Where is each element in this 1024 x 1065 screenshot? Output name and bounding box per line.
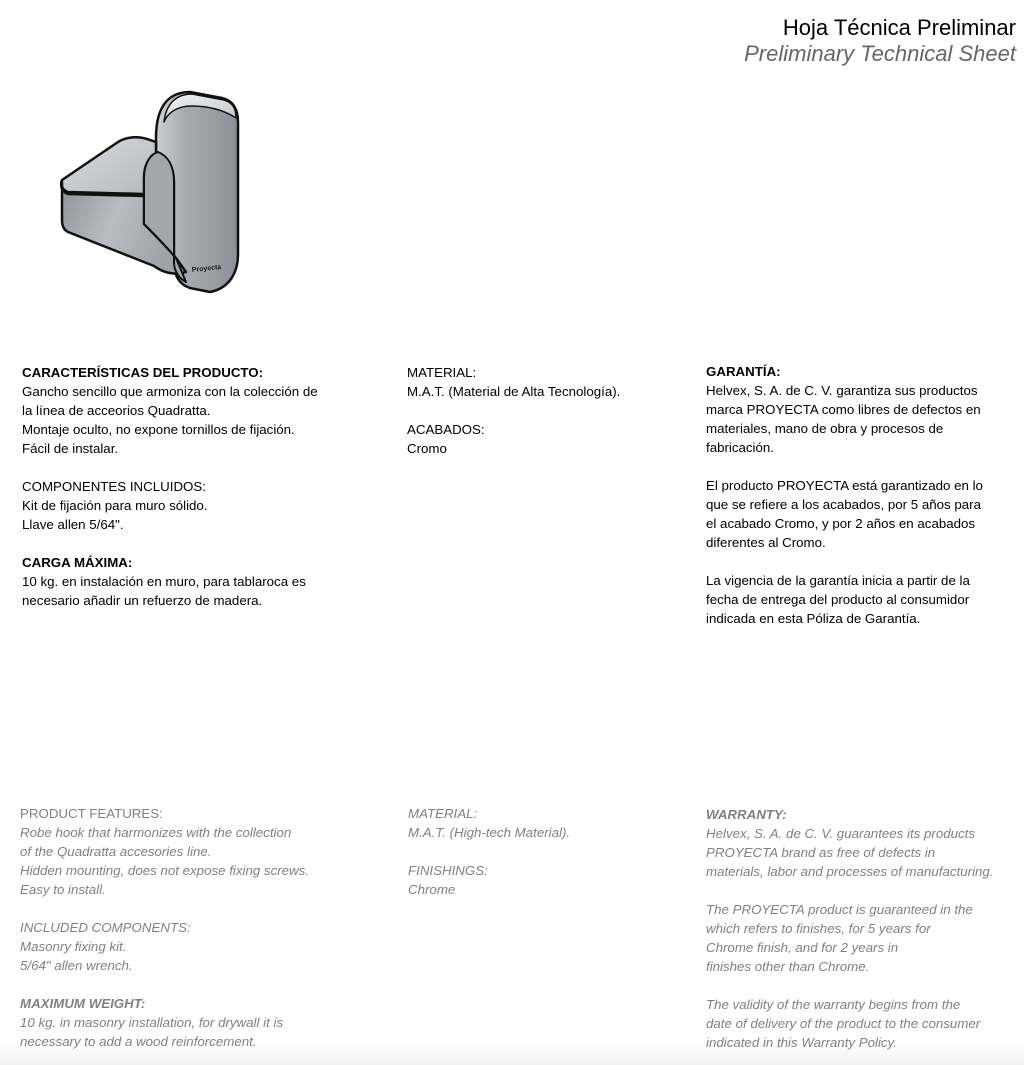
features-column-es [22, 363, 362, 610]
warranty-line-en: indicated in this Warranty Policy. [706, 1035, 897, 1050]
warranty-line: La vigencia de la garantía inicia a partir de la [706, 573, 970, 588]
features-line: Gancho sencillo que armoniza con la colección de [22, 384, 318, 399]
features-heading: CARACTERÍSTICAS DEL PRODUCTO: [22, 365, 264, 380]
components-heading-en: INCLUDED COMPONENTS: [20, 920, 191, 935]
max-load-line: 10 kg. en instalación en muro, para tablaroca es [22, 574, 306, 589]
warranty-heading-en: WARRANTY: [706, 807, 787, 822]
robe-hook-illustration [58, 86, 242, 296]
features-line-en: Hidden mounting, does not expose fixing screws. [20, 863, 309, 878]
title-english: Preliminary Technical Sheet [744, 41, 1016, 66]
finishes-line-en: Chrome [408, 882, 456, 897]
features-line: Montaje oculto, no expone tornillos de fijación. [22, 422, 295, 437]
brand-mark: Proyecta [191, 263, 222, 274]
warranty-line: indicada en esta Póliza de Garantía. [706, 611, 921, 626]
features-line-en: Easy to install. [20, 882, 106, 897]
warranty-line-en: date of delivery of the product to the consumer [706, 1016, 981, 1031]
warranty-line: materiales, mano de obra y procesos de [706, 421, 944, 436]
max-load-line: necesario añadir un refuerzo de madera. [22, 593, 263, 608]
warranty-line-en: materials, labor and processes of manufacturing. [706, 864, 994, 879]
features-heading-en: PRODUCT FEATURES: [20, 806, 163, 821]
material-heading-en: MATERIAL: [408, 806, 478, 821]
warranty-column-en [706, 805, 1016, 1052]
document-header [744, 14, 1016, 67]
warranty-line-en: The validity of the warranty begins from the [706, 997, 961, 1012]
features-line: la línea de acceorios Quadratta. [22, 403, 211, 418]
warranty-column-es [706, 362, 1006, 628]
features-line-en: Robe hook that harmonizes with the collection [20, 825, 292, 840]
warranty-line-en: Helvex, S. A. de C. V. guarantees its products [706, 826, 976, 841]
features-line: Fácil de instalar. [22, 441, 119, 456]
warranty-line-en: Chrome finish, and for 2 years in [706, 940, 899, 955]
warranty-line: marca PROYECTA como libres de defectos en [706, 402, 981, 417]
warranty-line-en: The PROYECTA product is guaranteed in the [706, 902, 973, 917]
finishes-heading: ACABADOS: [407, 422, 485, 437]
finishes-line: Cromo [407, 441, 447, 456]
features-line-en: of the Quadratta accesories line. [20, 844, 212, 859]
warranty-line-en: which refers to finishes, for 5 years for [706, 921, 931, 936]
components-line: Llave allen 5/64". [22, 517, 124, 532]
material-column-en [408, 804, 688, 899]
features-column-en [20, 804, 360, 1051]
warranty-heading: GARANTÍA: [706, 364, 781, 379]
warranty-line: el acabado Cromo, y por 2 años en acabados [706, 516, 976, 531]
robe-hook-product-image [58, 86, 242, 296]
warranty-line: que se refiere a los acabados, por 5 años para [706, 497, 981, 512]
max-weight-heading-en: MAXIMUM WEIGHT: [20, 996, 146, 1011]
material-column-es [407, 363, 687, 458]
max-weight-line-en: necessary to add a wood reinforcement. [20, 1034, 257, 1049]
warranty-line: Helvex, S. A. de C. V. garantiza sus productos [706, 383, 978, 398]
material-heading: MATERIAL: [407, 365, 477, 380]
warranty-line-en: finishes other than Chrome. [706, 959, 870, 974]
warranty-line: fabricación. [706, 440, 774, 455]
warranty-line: diferentes al Cromo. [706, 535, 826, 550]
components-line-en: 5/64" allen wrench. [20, 958, 133, 973]
components-heading: COMPONENTES INCLUIDOS: [22, 479, 206, 494]
material-line: M.A.T. (Material de Alta Tecnología). [407, 384, 621, 399]
components-line: Kit de fijación para muro sólido. [22, 498, 208, 513]
max-weight-line-en: 10 kg. in masonry installation, for drywall it is [20, 1015, 284, 1030]
title-spanish: Hoja Técnica Preliminar [782, 15, 1016, 40]
warranty-line: fecha de entrega del producto al consumidor [706, 592, 970, 607]
components-line-en: Masonry fixing kit. [20, 939, 127, 954]
finishes-heading-en: FINISHINGS: [408, 863, 488, 878]
warranty-line: El producto PROYECTA está garantizado en lo [706, 478, 983, 493]
max-load-heading: CARGA MÁXIMA: [22, 555, 133, 570]
warranty-line-en: PROYECTA brand as free of defects in [706, 845, 936, 860]
material-line-en: M.A.T. (High-tech Material). [408, 825, 571, 840]
